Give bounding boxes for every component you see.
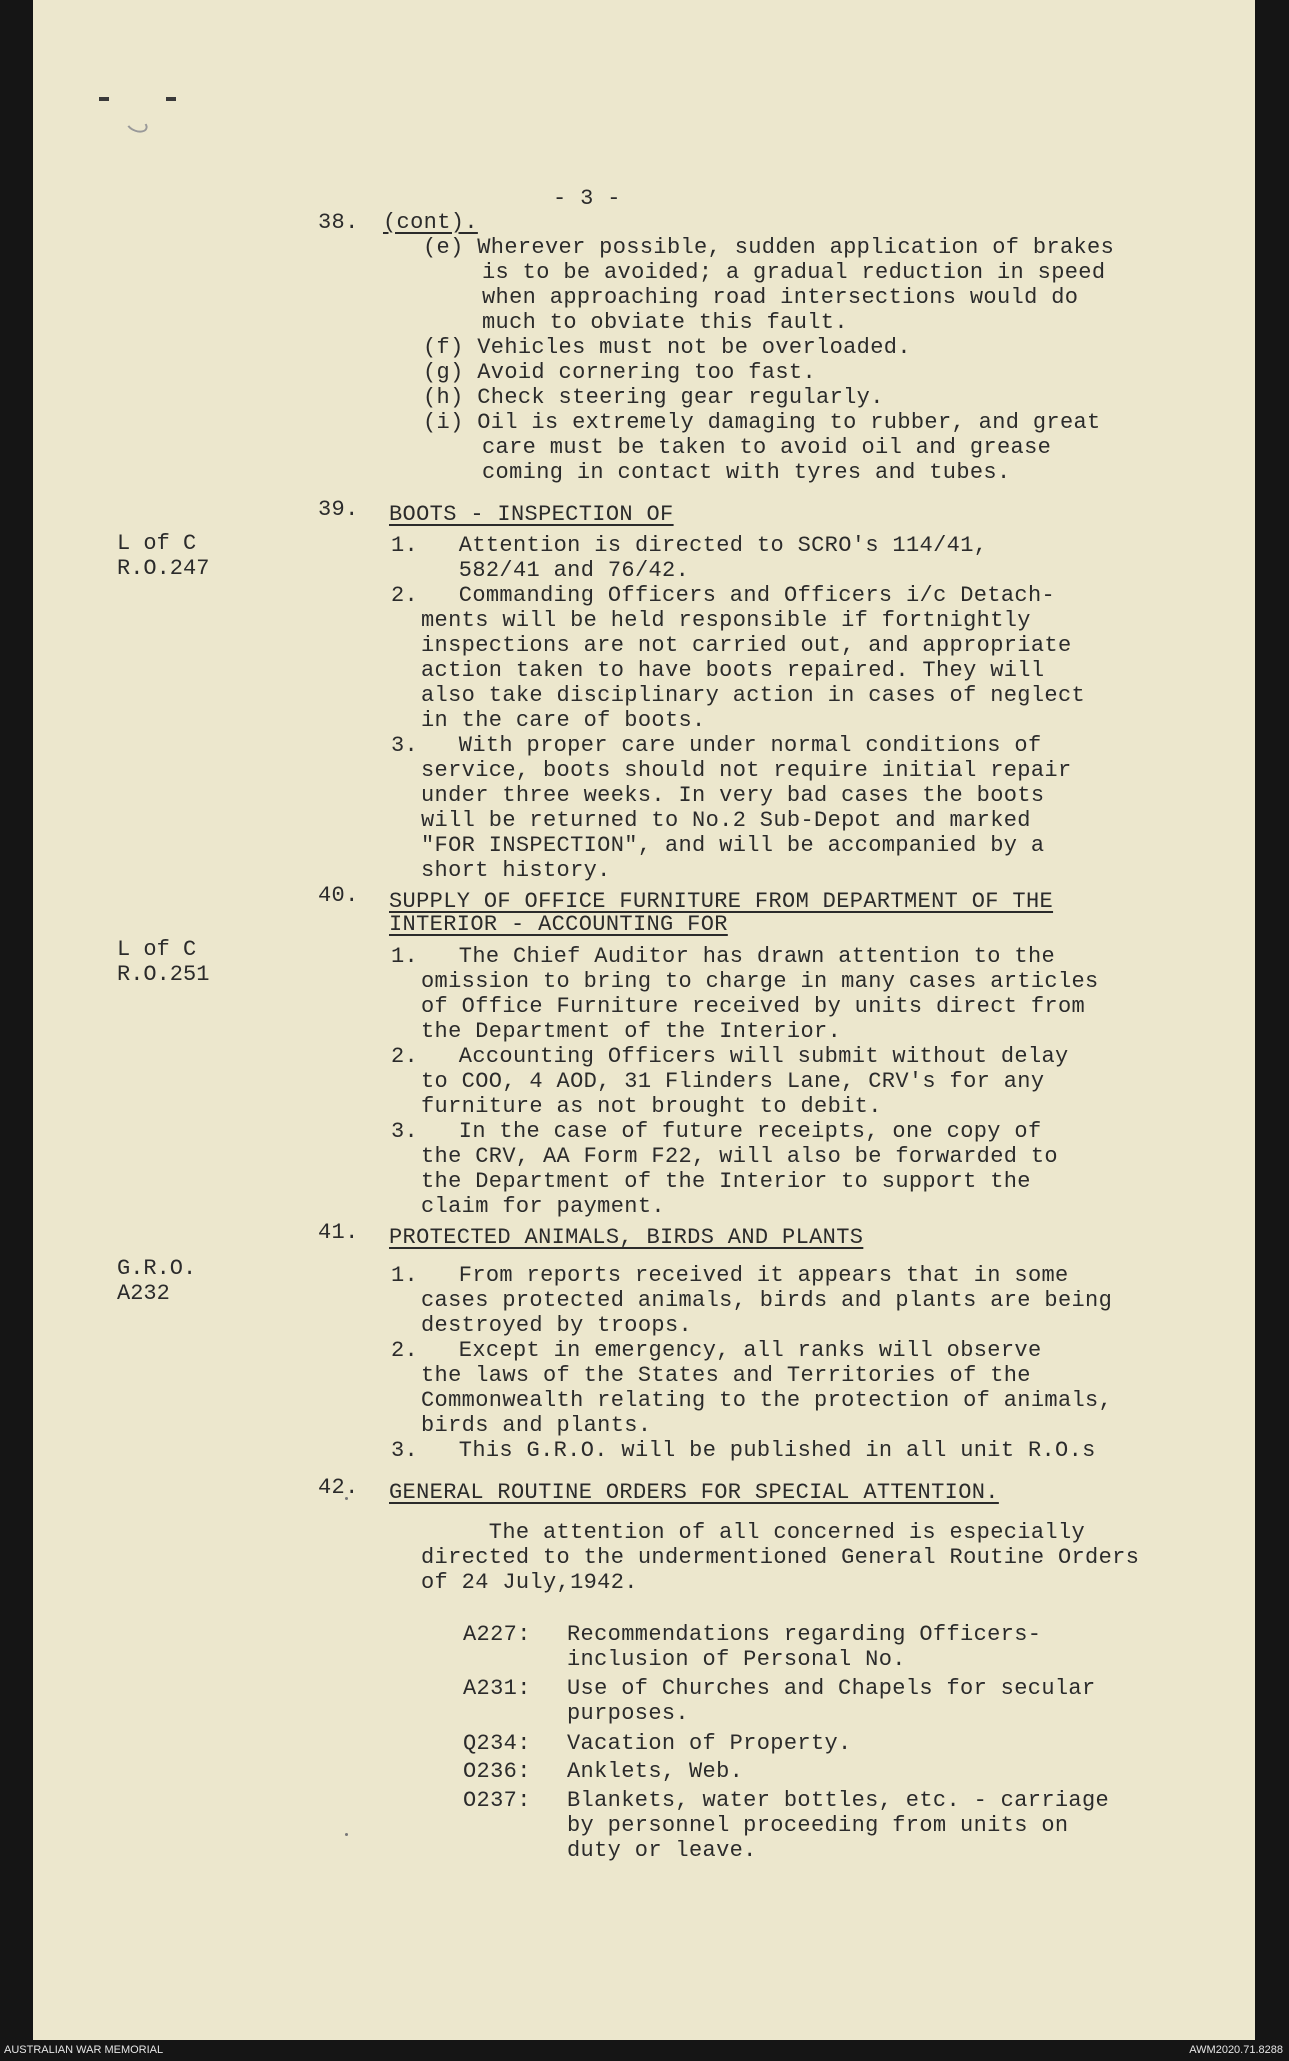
sec39-line: 582/41 and 76/42. <box>391 558 690 583</box>
order-code: O236: <box>463 1759 531 1784</box>
margin-reference: L of C <box>117 937 197 962</box>
section-number: 40. <box>318 883 359 908</box>
sec39-line: inspections are not carried out, and appropriate <box>421 633 1072 658</box>
sec41-line: the laws of the States and Territories of the <box>421 1363 1031 1388</box>
margin-reference: R.O.247 <box>117 556 210 581</box>
order-text: purposes. <box>567 1701 689 1726</box>
order-text: Vacation of Property. <box>567 1731 852 1756</box>
sec40-line: omission to bring to charge in many cases articles <box>421 969 1099 994</box>
sec41-line: Commonwealth relating to the protection of animals, <box>421 1388 1113 1413</box>
order-text: by personnel proceeding from units on <box>567 1813 1069 1838</box>
sec39-line: "FOR INSPECTION", and will be accompanied by a <box>421 833 1045 858</box>
sec41-line: 3. This G.R.O. will be published in all unit R.O.s <box>391 1438 1096 1463</box>
sec39-line: in the care of boots. <box>421 708 706 733</box>
footer-institution: AUSTRALIAN WAR MEMORIAL <box>4 2044 164 2056</box>
margin-reference: A232 <box>117 1281 170 1306</box>
order-text: Blankets, water bottles, etc. - carriage <box>567 1788 1110 1813</box>
section-heading: PROTECTED ANIMALS, BIRDS AND PLANTS <box>389 1225 864 1250</box>
sec40-line: to COO, 4 AOD, 31 Flinders Lane, CRV's for any <box>421 1069 1045 1094</box>
order-text: Anklets, Web. <box>567 1759 744 1784</box>
sec42-intro-line: directed to the undermentioned General Routine Orders <box>421 1545 1140 1570</box>
sec42-intro-line: of 24 July,1942. <box>421 1570 638 1595</box>
sec39-line: under three weeks. In very bad cases the boots <box>421 783 1045 808</box>
section-number: 38. <box>318 210 359 235</box>
footer-record-id: AWM2020.71.8288 <box>1189 2044 1283 2056</box>
sec40-line: 3. In the case of future receipts, one copy of <box>391 1119 1042 1144</box>
sec38-line: care must be taken to avoid oil and grease <box>482 435 1052 460</box>
sec38-line: (e) Wherever possible, sudden application of brakes <box>423 235 1115 260</box>
punch-mark <box>99 97 109 101</box>
sec39-line: also take disciplinary action in cases of neglect <box>421 683 1086 708</box>
sec40-line: the Department of the Interior. <box>421 1019 842 1044</box>
order-text: inclusion of Personal No. <box>567 1647 906 1672</box>
sec38-line: (f) Vehicles must not be overloaded. <box>423 335 911 360</box>
sec40-line: the Department of the Interior to support the <box>421 1169 1031 1194</box>
margin-reference: R.O.251 <box>117 962 210 987</box>
sec39-line: 2. Commanding Officers and Officers i/c Detach- <box>391 583 1056 608</box>
sec38-line: coming in contact with tyres and tubes. <box>482 460 1011 485</box>
document-page <box>33 0 1255 2040</box>
order-code: O237: <box>463 1788 531 1813</box>
sec38-line: when approaching road intersections would do <box>482 285 1079 310</box>
order-code: A227: <box>463 1622 531 1647</box>
sec38-line: is to be avoided; a gradual reduction in speed <box>482 260 1106 285</box>
section-heading: (cont). <box>383 210 478 235</box>
order-text: Recommendations regarding Officers- <box>567 1622 1042 1647</box>
section-number: 42. <box>318 1475 359 1500</box>
sec40-line: the CRV, AA Form F22, will also be forwarded to <box>421 1144 1058 1169</box>
page-number: - 3 - <box>553 186 621 211</box>
section-heading: INTERIOR - ACCOUNTING FOR <box>389 912 728 937</box>
sec38-line: much to obviate this fault. <box>482 310 848 335</box>
order-text: duty or leave. <box>567 1838 757 1863</box>
punch-hole <box>124 115 149 136</box>
sec40-line: claim for payment. <box>421 1194 665 1219</box>
sec40-line: of Office Furniture received by units direct from <box>421 994 1086 1019</box>
punch-mark <box>166 97 176 101</box>
section-number: 39. <box>318 497 359 522</box>
section-heading: BOOTS - INSPECTION OF <box>389 502 674 527</box>
sec41-line: destroyed by troops. <box>421 1313 693 1338</box>
order-code: Q234: <box>463 1731 531 1756</box>
sec38-line: (h) Check steering gear regularly. <box>423 385 884 410</box>
sec41-line: birds and plants. <box>421 1413 652 1438</box>
archive-footer <box>0 2040 1289 2061</box>
sec39-line: action taken to have boots repaired. They will <box>421 658 1045 683</box>
margin-reference: G.R.O. <box>117 1256 197 1281</box>
sec38-line: (i) Oil is extremely damaging to rubber, and great <box>423 410 1101 435</box>
sec39-line: short history. <box>421 858 611 883</box>
sec41-line: cases protected animals, birds and plants are being <box>421 1288 1113 1313</box>
sec39-line: service, boots should not require initial repair <box>421 758 1072 783</box>
sec38-line: (g) Avoid cornering too fast. <box>423 360 817 385</box>
sec42-intro-line: The attention of all concerned is especially <box>421 1520 1086 1545</box>
section-heading: SUPPLY OF OFFICE FURNITURE FROM DEPARTMENT OF THE <box>389 889 1054 914</box>
sec39-line: ments will be held responsible if fortnightly <box>421 608 1031 633</box>
sec39-line: 3. With proper care under normal conditions of <box>391 733 1042 758</box>
order-text: Use of Churches and Chapels for secular <box>567 1676 1096 1701</box>
order-code: A231: <box>463 1676 531 1701</box>
sec40-line: furniture as not brought to debit. <box>421 1094 882 1119</box>
margin-reference: L of C <box>117 531 197 556</box>
sec39-line: 1. Attention is directed to SCRO's 114/41, <box>391 533 988 558</box>
section-number: 41. <box>318 1220 359 1245</box>
section-heading: GENERAL ROUTINE ORDERS FOR SPECIAL ATTENTION. <box>389 1480 999 1505</box>
sec39-line: will be returned to No.2 Sub-Depot and marked <box>421 808 1031 833</box>
sec41-line: 2. Except in emergency, all ranks will observe <box>391 1338 1042 1363</box>
sec41-line: 1. From reports received it appears that in some <box>391 1263 1069 1288</box>
sec40-line: 2. Accounting Officers will submit without delay <box>391 1044 1069 1069</box>
stray-dot <box>345 1833 348 1836</box>
sec40-line: 1. The Chief Auditor has drawn attention to the <box>391 944 1056 969</box>
